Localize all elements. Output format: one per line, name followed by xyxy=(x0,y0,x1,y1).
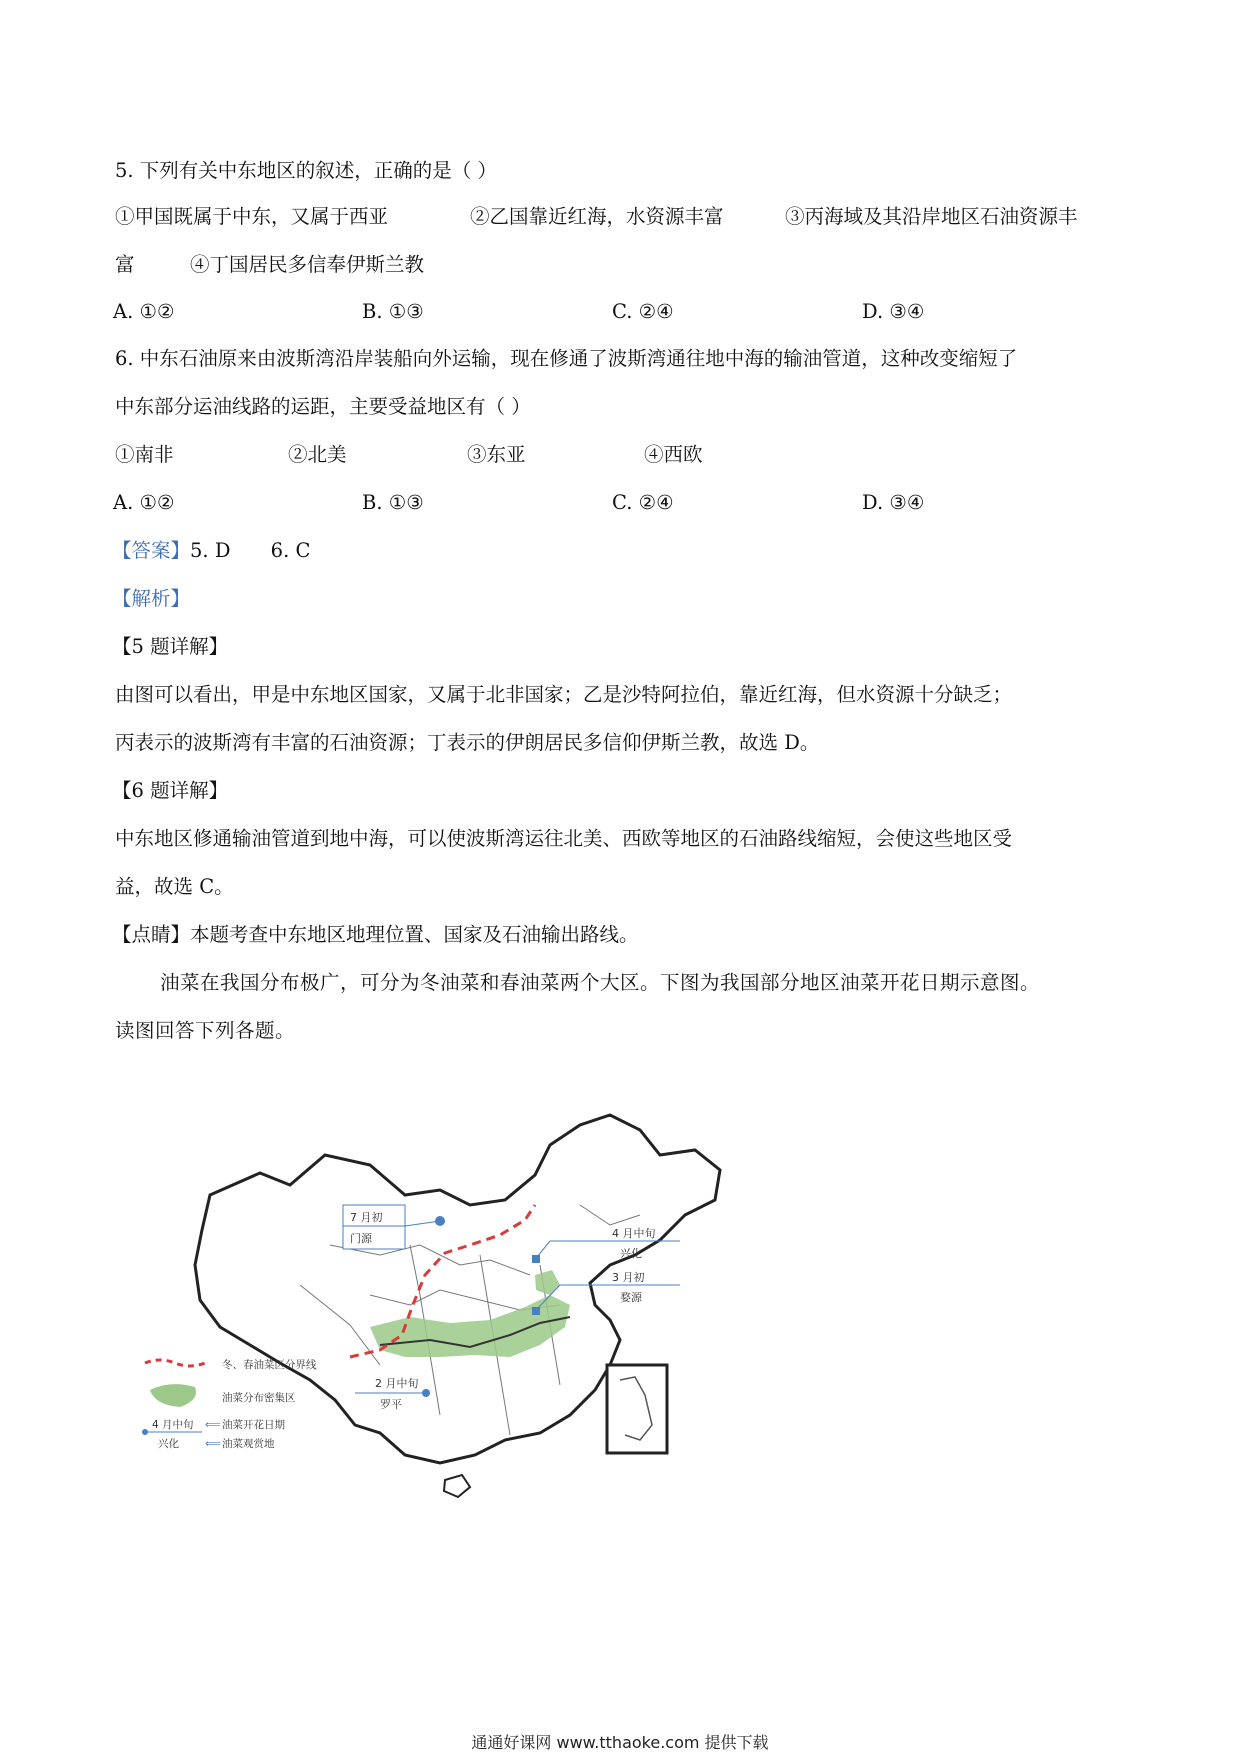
callout-menyuan-place: 门源 xyxy=(350,1232,372,1245)
q6-item-2: ②北美 xyxy=(288,443,347,466)
q5-statement-4: ④丁国居民多信奉伊斯兰教 xyxy=(190,253,425,276)
detail6-title: 【6 题详解】 xyxy=(112,779,229,802)
callout-xinghua-place: 兴化 xyxy=(620,1247,642,1260)
q6-stem-line1: 6. 中东石油原来由波斯湾沿岸装船向外运输，现在修通了波斯湾通往地中海的输油管道，这种改变缩短了 xyxy=(115,347,1018,370)
q5-statement-3-cont: 富 xyxy=(115,253,135,276)
marker-menyuan xyxy=(435,1216,445,1226)
answer-line xyxy=(112,538,310,564)
detail5-title: 【5 题详解】 xyxy=(112,635,229,658)
q6-option-b: B. ①③ xyxy=(362,491,424,514)
callout-xinghua-date: 4 月中旬 xyxy=(612,1227,656,1240)
page-footer: 通通好课网 www.tthaoke.com 提供下载 xyxy=(471,1733,769,1752)
legend-flower-date: 油菜开花日期 xyxy=(222,1419,285,1431)
q5-statement-2: ②乙国靠近红海，水资源丰富 xyxy=(470,205,724,228)
highlight-note: 【点睛】本题考查中东地区地理位置、国家及石油输出路线。 xyxy=(112,923,639,946)
q6-option-a: A. ①② xyxy=(113,491,175,514)
legend-boundary-symbol xyxy=(145,1360,205,1366)
legend-dense-label: 油菜分布密集区 xyxy=(222,1392,296,1404)
legend-sample-place: 兴化 xyxy=(158,1438,179,1450)
legend-boundary-label: 冬、春油菜区分界线 xyxy=(222,1359,317,1371)
intro-line1: 油菜在我国分布极广，可分为冬油菜和春油菜两个大区。下图为我国部分地区油菜开花日期示意图。 xyxy=(160,971,1041,994)
legend-sample-date: 4 月中旬 xyxy=(152,1419,194,1431)
q5-option-b: B. ①③ xyxy=(362,300,424,323)
answer-label: 【答案】 xyxy=(112,539,191,562)
callout-luoping-date: 2 月中旬 xyxy=(375,1377,419,1390)
analysis-label: 【解析】 xyxy=(112,587,191,610)
q6-item-4: ④西欧 xyxy=(644,443,703,466)
detail5-line2: 丙表示的波斯湾有丰富的石油资源；丁表示的伊朗居民多信仰伊斯兰教，故选 D。 xyxy=(115,731,820,754)
callout-luoping-place: 罗平 xyxy=(380,1398,402,1411)
q6-option-d: D. ③④ xyxy=(862,491,925,514)
q5-option-d: D. ③④ xyxy=(862,300,925,323)
q5-option-c: C. ②④ xyxy=(612,300,674,323)
answer-5: 5. D xyxy=(190,539,231,562)
callout-menyuan-date: 7 月初 xyxy=(350,1211,383,1224)
intro-line2: 读图回答下列各题。 xyxy=(115,1019,296,1042)
legend-dense-symbol xyxy=(150,1384,196,1407)
detail6-line1: 中东地区修通输油管道到地中海，可以使波斯湾运往北美、西欧等地区的石油路线缩短，会使这些地区受 xyxy=(115,827,1013,850)
q6-item-3: ③东亚 xyxy=(467,443,526,466)
q6-item-1: ①南非 xyxy=(115,443,174,466)
answer-6: 6. C xyxy=(270,539,311,562)
rapeseed-flowering-map xyxy=(140,1095,740,1535)
south-china-sea-inset xyxy=(607,1365,667,1453)
marker-wuyuan xyxy=(532,1307,540,1315)
legend-observe-site: 油菜观赏地 xyxy=(222,1438,275,1450)
marker-xinghua xyxy=(532,1255,540,1263)
q6-stem-line2: 中东部分运油线路的运距，主要受益地区有（ ） xyxy=(115,395,531,418)
svg-text:⟸: ⟸ xyxy=(205,1437,221,1450)
callout-wuyuan-date: 3 月初 xyxy=(612,1271,645,1284)
marker-luoping xyxy=(422,1389,430,1397)
hainan-island xyxy=(444,1475,470,1497)
q5-statement-1: ①甲国既属于中东，又属于西亚 xyxy=(115,205,389,228)
detail6-line2: 益，故选 C。 xyxy=(115,875,234,898)
callout-wuyuan-place: 婺源 xyxy=(620,1291,642,1304)
detail5-line1: 由图可以看出，甲是中东地区国家，又属于北非国家；乙是沙特阿拉伯，靠近红海，但水资源十分缺乏； xyxy=(115,683,1013,706)
q5-stem: 5. 下列有关中东地区的叙述，正确的是（ ） xyxy=(115,159,498,182)
svg-text:⟸: ⟸ xyxy=(205,1418,221,1431)
q5-option-a: A. ①② xyxy=(113,300,175,323)
q5-statement-3: ③丙海域及其沿岸地区石油资源丰 xyxy=(785,205,1078,228)
q6-option-c: C. ②④ xyxy=(612,491,674,514)
